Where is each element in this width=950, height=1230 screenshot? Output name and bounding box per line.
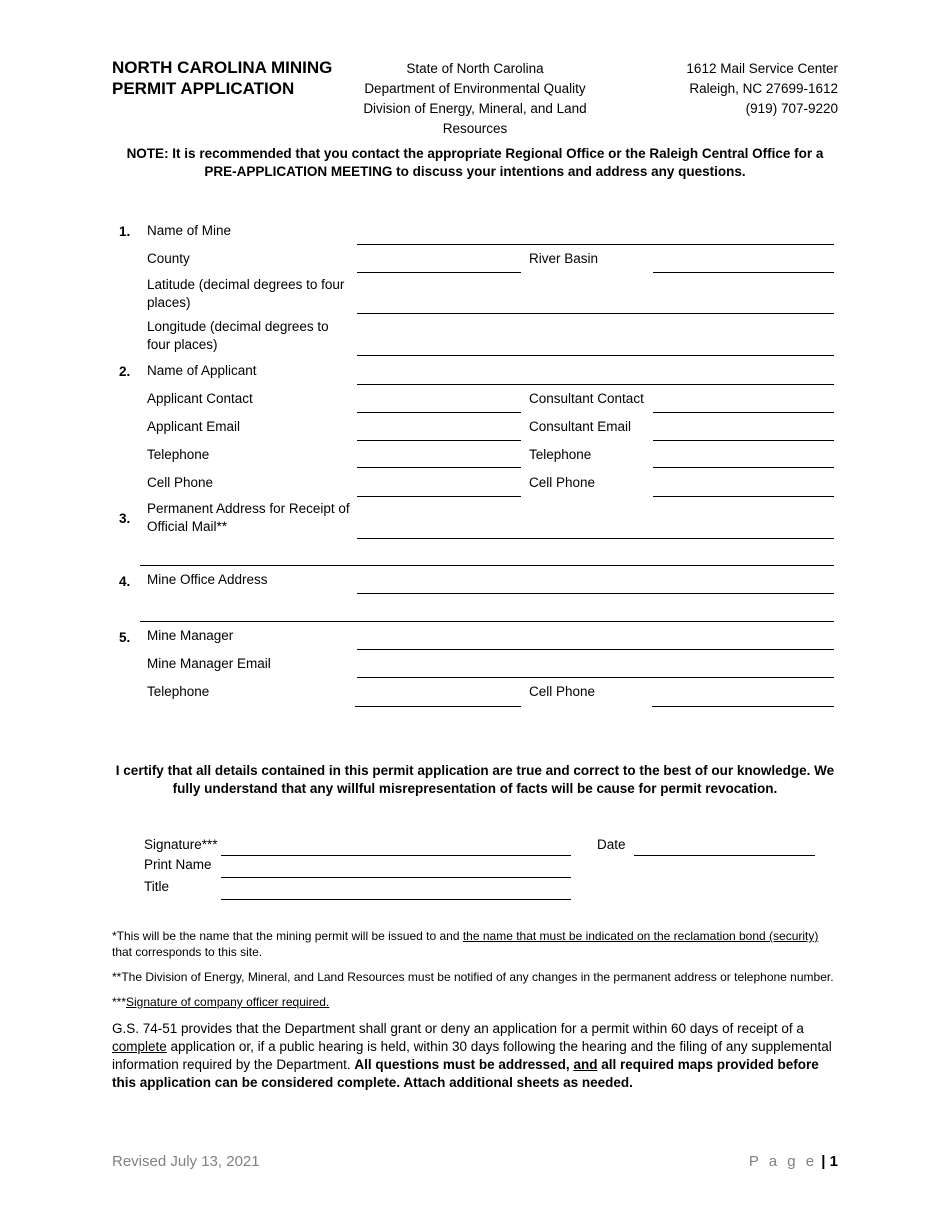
statute-complete: complete bbox=[112, 1039, 167, 1054]
certification-statement: I certify that all details contained in this permit application are true and correct to the best of our knowledge. We fully understand that any willful misrepresentation of facts will be cause for permit revocation. bbox=[115, 763, 835, 796]
consultant-email-field[interactable] bbox=[653, 440, 834, 441]
statute-paragraph bbox=[112, 1020, 838, 1092]
county-label: County bbox=[147, 251, 190, 266]
statute-text-2: application or, if a public hearing is held, within 30 days following the hearing and the filing of any supplemental information required by the Department. bbox=[112, 1039, 832, 1072]
latitude-label: Latitude (decimal degrees to four places) bbox=[147, 277, 345, 310]
print-name-label: Print Name bbox=[144, 857, 212, 872]
mine-manager-label: Mine Manager bbox=[147, 628, 234, 643]
permanent-address-label: Permanent Address for Receipt of Official Mail** bbox=[147, 501, 350, 534]
mine-manager-field[interactable] bbox=[357, 649, 834, 650]
agency-block bbox=[330, 59, 620, 139]
latitude-field[interactable] bbox=[357, 313, 834, 314]
agency-line1: State of North Carolina bbox=[406, 61, 544, 76]
statute-bold-and: and bbox=[573, 1057, 598, 1072]
mine-manager-cell-field[interactable] bbox=[652, 706, 834, 707]
name-of-mine-label: Name of Mine bbox=[147, 223, 232, 238]
applicant-email-label: Applicant Email bbox=[147, 419, 241, 434]
date-label: Date bbox=[597, 837, 626, 852]
page-word: P a g e bbox=[748, 1153, 818, 1170]
footnote-3-stars: *** bbox=[112, 995, 127, 1009]
agency-line2: Department of Environmental Quality bbox=[364, 81, 586, 96]
section-1-number: 1. bbox=[119, 224, 131, 239]
section-2-number: 2. bbox=[119, 364, 131, 379]
address-line2: Raleigh, NC 27699-1612 bbox=[689, 81, 838, 96]
footnote-3-underlined: Signature of company officer required. bbox=[126, 995, 330, 1009]
section-5-number: 5. bbox=[119, 630, 131, 645]
page-num: 1 bbox=[829, 1153, 838, 1170]
pre-application-note: NOTE: It is recommended that you contact the appropriate Regional Office or the Raleigh Central Office for a PRE-APPLICATION MEETING to discuss your intentions and address any questions. bbox=[126, 146, 824, 179]
form-title bbox=[112, 57, 332, 99]
signature-field[interactable] bbox=[221, 855, 571, 856]
section-4-number: 4. bbox=[119, 574, 131, 589]
mine-manager-cell-label: Cell Phone bbox=[529, 684, 596, 699]
section-3-number: 3. bbox=[119, 511, 131, 526]
title-label: Title bbox=[144, 879, 170, 894]
applicant-contact-label: Applicant Contact bbox=[147, 391, 253, 406]
name-of-applicant-field[interactable] bbox=[357, 384, 834, 385]
revision-date: Revised July 13, 2021 bbox=[112, 1153, 260, 1170]
mine-office-address-label: Mine Office Address bbox=[147, 572, 268, 587]
longitude-field[interactable] bbox=[357, 355, 834, 356]
name-of-mine-field[interactable] bbox=[357, 244, 834, 245]
consultant-email-label: Consultant Email bbox=[529, 419, 632, 434]
consultant-contact-label: Consultant Contact bbox=[529, 391, 644, 406]
longitude-label: Longitude (decimal degrees to four places) bbox=[147, 319, 329, 352]
page-number bbox=[749, 1153, 838, 1170]
signature-label: Signature*** bbox=[144, 837, 218, 852]
mine-manager-telephone-label: Telephone bbox=[147, 684, 210, 699]
footnote-1-underlined: the name that must be indicated on the reclamation bond (security) bbox=[462, 929, 819, 943]
applicant-telephone-field[interactable] bbox=[357, 467, 521, 468]
applicant-email-field[interactable] bbox=[357, 440, 521, 441]
applicant-telephone-label: Telephone bbox=[147, 447, 210, 462]
consultant-cell-field[interactable] bbox=[653, 496, 834, 497]
mine-manager-email-field[interactable] bbox=[357, 677, 834, 678]
date-field[interactable] bbox=[634, 855, 815, 856]
address-block bbox=[686, 59, 838, 119]
permanent-address-field-1[interactable] bbox=[357, 538, 834, 539]
consultant-cell-label: Cell Phone bbox=[529, 475, 596, 490]
county-field[interactable] bbox=[357, 272, 521, 273]
mine-office-address-field-2[interactable] bbox=[140, 621, 834, 622]
statute-bold-2: all required maps provided before this application can be considered complete. Attach additional sheets as needed. bbox=[112, 1057, 819, 1090]
consultant-telephone-field[interactable] bbox=[653, 467, 834, 468]
agency-line3: Division of Energy, Mineral, and Land Resources bbox=[363, 101, 587, 136]
form-title-line2: PERMIT APPLICATION bbox=[112, 79, 295, 98]
footnote-1-text-a: *This will be the name that the mining permit will be issued to and bbox=[112, 929, 463, 943]
page-separator: | bbox=[817, 1153, 830, 1170]
form-title-line1: NORTH CAROLINA MINING bbox=[112, 58, 333, 77]
applicant-cell-label: Cell Phone bbox=[147, 475, 214, 490]
footnote-1 bbox=[112, 928, 838, 960]
footnote-3 bbox=[112, 994, 838, 1010]
consultant-contact-field[interactable] bbox=[653, 412, 834, 413]
name-of-applicant-label: Name of Applicant bbox=[147, 363, 257, 378]
statute-text-1: G.S. 74-51 provides that the Department shall grant or deny an application for a permit within 60 days of receipt of a bbox=[112, 1021, 804, 1036]
footnote-2: **The Division of Energy, Mineral, and Land Resources must be notified of any changes in the permanent address or telephone number. bbox=[112, 970, 834, 984]
applicant-cell-field[interactable] bbox=[357, 496, 521, 497]
footnote-1-text-b: that corresponds to this site. bbox=[112, 945, 263, 959]
print-name-field[interactable] bbox=[221, 877, 571, 878]
title-field[interactable] bbox=[221, 899, 571, 900]
statute-bold-1: All questions must be addressed, bbox=[354, 1057, 574, 1072]
permanent-address-field-2[interactable] bbox=[140, 565, 834, 566]
river-basin-label: River Basin bbox=[529, 251, 599, 266]
applicant-contact-field[interactable] bbox=[357, 412, 521, 413]
mine-manager-telephone-field[interactable] bbox=[355, 706, 521, 707]
consultant-telephone-label: Telephone bbox=[529, 447, 592, 462]
river-basin-field[interactable] bbox=[653, 272, 834, 273]
address-line1: 1612 Mail Service Center bbox=[686, 61, 838, 76]
address-line3: (919) 707-9220 bbox=[745, 101, 838, 116]
mine-office-address-field-1[interactable] bbox=[357, 593, 834, 594]
mine-manager-email-label: Mine Manager Email bbox=[147, 656, 271, 671]
